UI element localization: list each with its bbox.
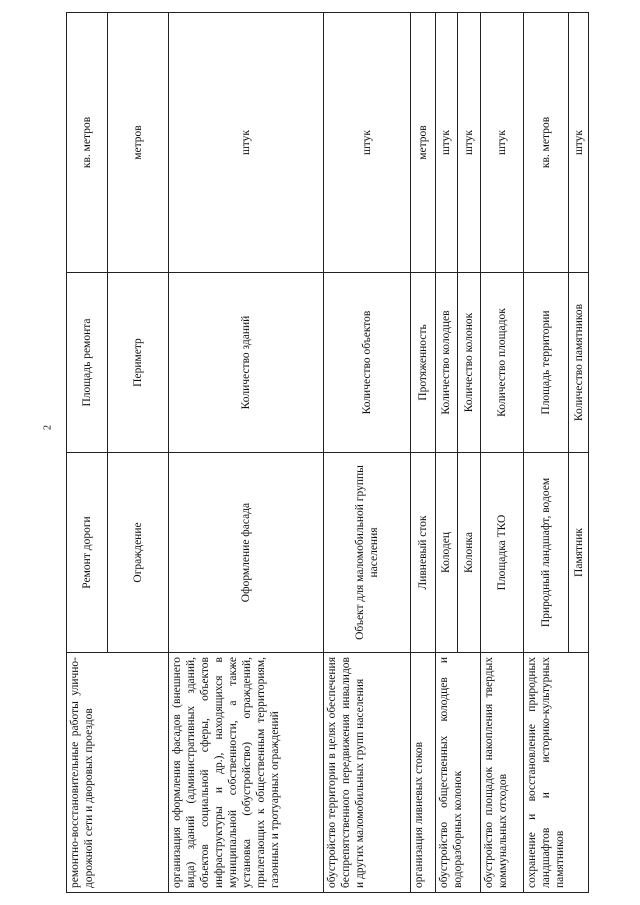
unit-cell: штук <box>569 13 589 273</box>
object-cell: Ограждение <box>108 453 169 653</box>
object-cell: Памятник <box>569 453 589 653</box>
table-row <box>524 13 569 893</box>
work-type-cell: ремонтно-восстановительные работы улично-дорожной сети и дворовых проездов <box>67 653 169 893</box>
rotated-page <box>66 13 589 893</box>
table-row <box>324 13 410 893</box>
object-cell: Ремонт дороги <box>67 453 108 653</box>
page-number: 2 <box>42 425 54 430</box>
indicator-cell: Количество зданий <box>168 273 324 453</box>
unit-cell: штук <box>168 13 324 273</box>
object-cell: Колонка <box>458 453 481 653</box>
indicator-cell: Площадь ремонта <box>67 273 108 453</box>
table-row <box>480 13 523 893</box>
unit-cell: кв. метров <box>524 13 569 273</box>
unit-cell: штук <box>458 13 481 273</box>
object-cell: Площадка ТКО <box>480 453 523 653</box>
work-type-cell: сохранение и восстановление природных ландшафтов и историко-культурных памятников <box>524 653 589 893</box>
indicator-cell: Количество площадок <box>480 273 523 453</box>
work-type-cell: организация оформления фасадов (внешнего вида) зданий (административных зданий, объектов социальной сферы, объектов инфраструктуры и др.), находящихся в муниципальной собственности, а также установка (обустройство) ограждений, прилегающих к общественным территориям, газонных и тротуарных ограждений <box>168 653 324 893</box>
table-row <box>67 13 108 893</box>
indicator-cell: Количество колодцев <box>435 273 458 453</box>
object-cell: Объект для маломобильной группы населения <box>324 453 410 653</box>
indicator-cell: Количество колонок <box>458 273 481 453</box>
works-table <box>66 12 589 893</box>
indicator-cell: Количество памятников <box>569 273 589 453</box>
indicator-cell: Периметр <box>108 273 169 453</box>
unit-cell: метров <box>108 13 169 273</box>
object-cell: Природный ландшафт, водоем <box>524 453 569 653</box>
object-cell: Колодец <box>435 453 458 653</box>
unit-cell: штук <box>435 13 458 273</box>
table-row <box>168 13 324 893</box>
table-row <box>435 13 458 893</box>
unit-cell: штук <box>480 13 523 273</box>
object-cell: Оформление фасада <box>168 453 324 653</box>
indicator-cell: Количество объектов <box>324 273 410 453</box>
indicator-cell: Протяженность <box>410 273 435 453</box>
work-type-cell: организация ливневых стоков <box>410 653 435 893</box>
work-type-cell: обустройство общественных колодцев и водоразборных колонок <box>435 653 480 893</box>
unit-cell: кв. метров <box>67 13 108 273</box>
unit-cell: штук <box>324 13 410 273</box>
unit-cell: метров <box>410 13 435 273</box>
table-row <box>410 13 435 893</box>
work-type-cell: обустройство территории в целях обеспечения беспрепятственного передвижения инвалидов и других маломобильных групп населения <box>324 653 410 893</box>
indicator-cell: Площадь территории <box>524 273 569 453</box>
object-cell: Ливневый сток <box>410 453 435 653</box>
work-type-cell: обустройство площадок накопления твердых коммунальных отходов <box>480 653 523 893</box>
